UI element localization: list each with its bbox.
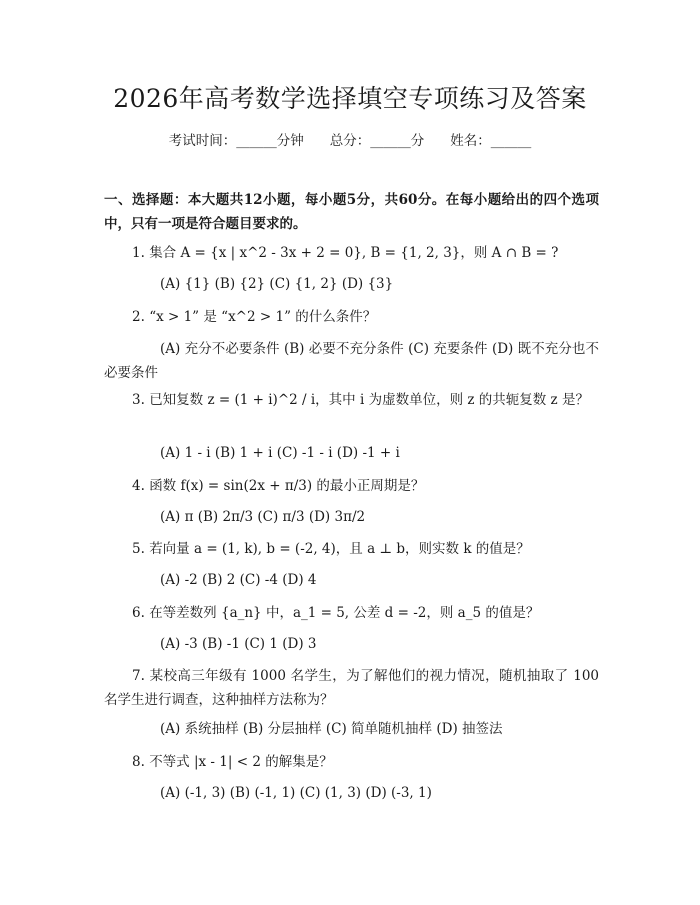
question-2 — [104, 305, 599, 329]
question-3-options: (A) 1 - i (B) 1 + i (C) -1 - i (D) -1 + i — [160, 445, 400, 461]
question-1 — [104, 241, 599, 265]
exam-meta — [0, 131, 700, 151]
exam-time: 考试时间：______分钟 — [168, 133, 304, 149]
question-4 — [104, 474, 599, 498]
question-3 — [104, 388, 599, 412]
question-4-options: (A) π (B) 2π/3 (C) π/3 (D) 3π/2 — [160, 509, 366, 525]
question-1-options: (A) {1} (B) {2} (C) {1, 2} (D) {3} — [160, 276, 394, 292]
question-number: 2. — [132, 309, 145, 325]
total-score: 总分：______分 — [329, 133, 425, 149]
question-number: 4. — [132, 478, 145, 494]
question-5-options: (A) -2 (B) 2 (C) -4 (D) 4 — [160, 572, 317, 588]
question-7 — [104, 664, 599, 712]
question-7-options: (A) 系统抽样 (B) 分层抽样 (C) 简单随机抽样 (D) 抽签法 — [160, 721, 503, 737]
question-number: 6. — [132, 605, 145, 621]
question-number: 5. — [132, 541, 145, 557]
question-number: 1. — [132, 245, 145, 261]
question-stem: 已知复数 z = (1 + i)^2 / i，其中 i 为虚数单位，则 z 的共轭复数 z 是？ — [149, 392, 589, 408]
document-title: 2026年高考数学选择填空专项练习及答案 — [113, 84, 587, 113]
question-8 — [104, 750, 599, 774]
question-stem: 集合 A = {x | x^2 - 3x + 2 = 0}, B = {1, 2, 3}，则 A ∩ B = ? — [149, 245, 559, 261]
student-name: 姓名：______ — [450, 133, 532, 149]
question-2-options: (A) 充分不必要条件 (B) 必要不充分条件 (C) 充要条件 (D) 既不充分也不必要条件 — [104, 341, 599, 381]
question-stem: “x > 1” 是 “x^2 > 1” 的什么条件？ — [149, 309, 377, 325]
question-stem: 某校高三年级有 1000 名学生，为了解他们的视力情况，随机抽取了 100 名学生进行调查，这种抽样方法称为？ — [104, 668, 600, 708]
question-number: 7. — [132, 668, 145, 684]
question-stem: 在等差数列 {a_n} 中，a_1 = 5, 公差 d = -2，则 a_5 的值是？ — [149, 605, 540, 621]
question-stem: 不等式 |x - 1| < 2 的解集是？ — [149, 754, 333, 770]
question-number: 3. — [132, 392, 145, 408]
question-number: 8. — [132, 754, 145, 770]
question-6 — [104, 601, 599, 625]
question-8-options: (A) (-1, 3) (B) (-1, 1) (C) (1, 3) (D) (-3, 1) — [160, 785, 432, 801]
question-stem: 函数 f(x) = sin(2x + π/3) 的最小正周期是？ — [149, 478, 425, 494]
question-5 — [104, 537, 599, 561]
section-heading: 一、选择题：本大题共12小题，每小题5分，共60分。在每小题给出的四个选项中，只有一项是符合题目要求的。 — [104, 192, 599, 232]
question-stem: 若向量 a = (1, k), b = (-2, 4)，且 a ⊥ b，则实数 k 的值是？ — [149, 541, 530, 557]
question-6-options: (A) -3 (B) -1 (C) 1 (D) 3 — [160, 636, 317, 652]
